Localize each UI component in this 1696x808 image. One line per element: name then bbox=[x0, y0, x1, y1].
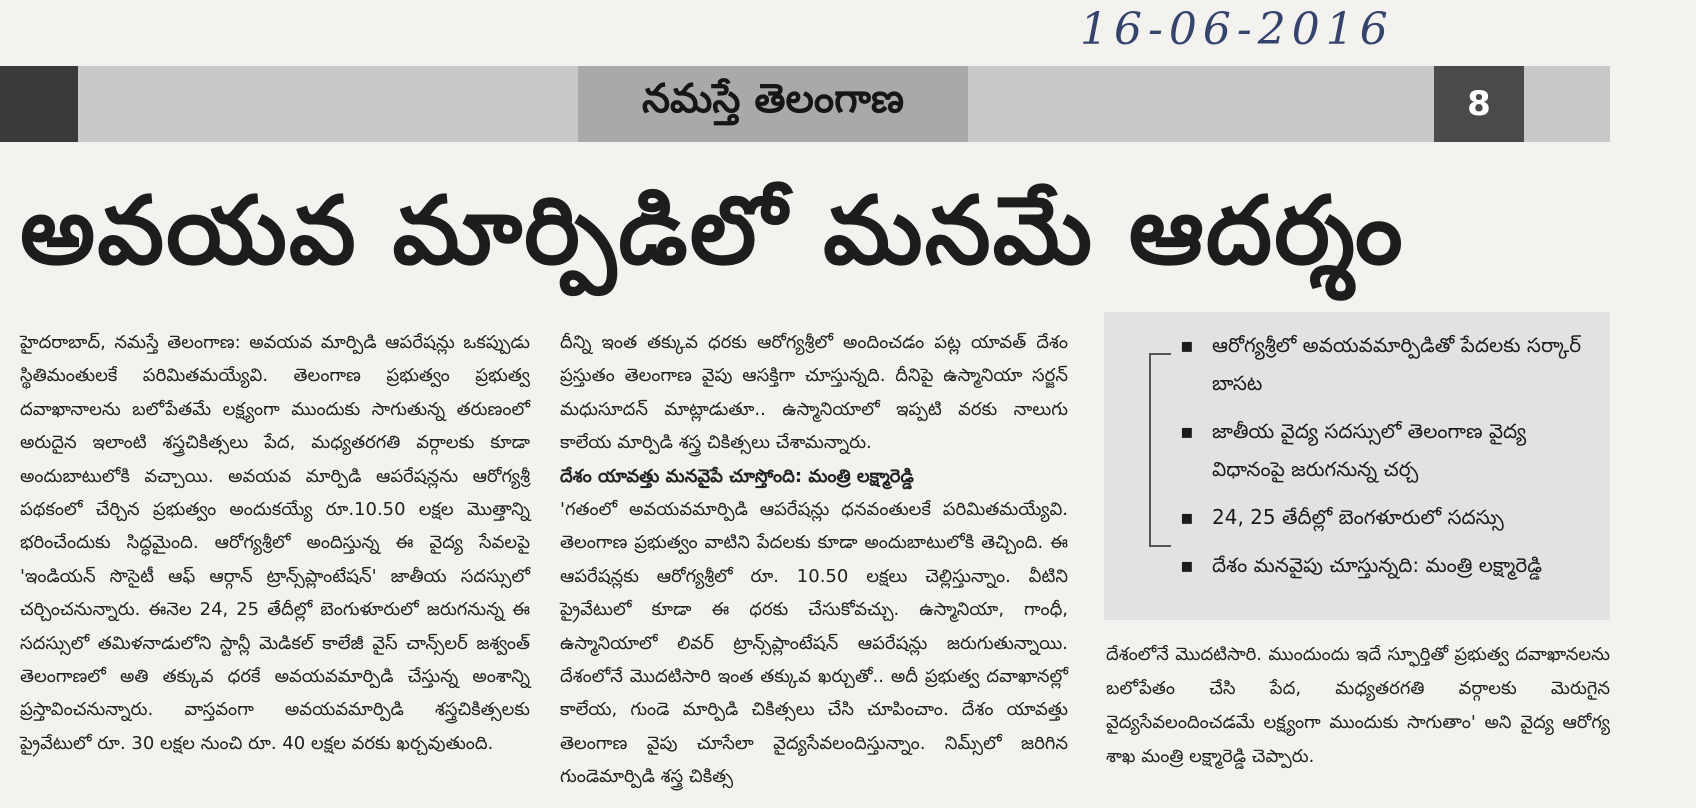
paper-name: నమస్తే తెలంగాణ bbox=[578, 66, 968, 142]
article-headline: అవయవ మార్పిడిలో మనమే ఆదర్శం bbox=[20, 177, 1405, 286]
highlight-text: ఆరోగ్యశ్రీలో అవయవమార్పిడితో పేదలకు సర్కార్ బాసట bbox=[1212, 333, 1582, 395]
column-2-paragraph-2: 'గతంలో అవయవమార్పిడి ఆపరేషన్లు ధనవంతులకే పరిమితమయ్యేవి. తెలంగాణ ప్రభుత్వం వాటిని పేదలకు కూడా అందుబాటులోకి తెచ్చింది. ఈ ఆపరేషన్లకు ఆరోగ్యశ్రీలో రూ. 10.50 లక్షలు చెల్లిస్తున్నాం. వీటిని ప్రైవేటులో కూడా ఈ ధరకు చేసుకోవచ్చు. ఉస్మానియా, గాంధీ, ఉస్మానియాలో లివర్ ట్రాన్స్‌ప్లాంటేషన్ ఆపరేషన్లు జరుగుతున్నాయి. దేశంలోనే మొదటిసారి ఇంత తక్కువ ఖర్చుతో.. అదీ ప్రభుత్వ దవాఖానల్లో కాలేయ, గుండె మార్పిడి చికిత్సలు చేసి చూపించాం. దేశం యావత్తు తెలంగాణ వైపు చూసేలా వైద్యసేవలందిస్తున్నాం. నిమ్స్‌లో జరిగిన గుండెమార్పిడి శస్త్ర చికిత్స bbox=[560, 499, 1068, 788]
highlight-text: దేశం మనవైపు చూస్తున్నది: మంత్రి లక్ష్మారెడ్డి bbox=[1212, 553, 1543, 577]
article-column-2 bbox=[560, 326, 1068, 794]
highlight-item bbox=[1180, 326, 1600, 402]
highlight-item bbox=[1180, 546, 1600, 584]
handwritten-date: 16-06-2016 bbox=[1080, 4, 1394, 55]
article-column-1 bbox=[20, 326, 530, 760]
square-bullet-icon: ▪ bbox=[1180, 333, 1194, 357]
article-column-3 bbox=[1106, 638, 1610, 774]
column-1-text: హైదరాబాద్, నమస్తే తెలంగాణ: అవయవ మార్పిడి ఆపరేషన్లు ఒకప్పుడు స్థితిమంతులకే పరిమితమయ్యేవి. తెలంగాణ ప్రభుత్వం ప్రభుత్వ దవాఖానాలను బలోపేతమే లక్ష్యంగా ముందుకు సాగుతున్న తరుణంలో అరుదైన ఇలాంటి శస్త్రచికిత్సలు పేద, మధ్యతరగతి వర్గాలకు కూడా అందుబాటులోకి వచ్చాయి. అవయవ మార్పిడి ఆపరేషన్లను ఆరోగ్యశ్రీ పథకంలో చేర్చిన ప్రభుత్వం అందుకయ్యే రూ.10.50 లక్షల మొత్తాన్ని భరించేందుకు సిద్ధమైంది. ఆరోగ్యశ్రీలో అందిస్తున్న ఈ వైద్య సేవలపై 'ఇండియన్ సొసైటీ ఆఫ్ ఆర్గాన్ ట్రాన్స్‌ప్లాంటేషన్' జాతీయ సదస్సులో చర్చించనున్నారు. ఈనెల 24, 25 తేదీల్లో బెంగుళూరులో జరుగనున్న ఈ సదస్సులో తమిళనాడులోని స్టాన్లీ మెడికల్ కాలేజీ వైస్ చాన్స్‌లర్ జశ్వంత్ తెలంగాణలో అతి తక్కువ ధరకే అవయవమార్పిడి చేస్తున్న అంశాన్ని ప్రస్తావించనున్నారు. వాస్తవంగా అవయవమార్పిడి శస్త్రచికిత్సలకు ప్రైవేటులో రూ. 30 లక్షల నుంచి రూ. 40 లక్షల వరకు ఖర్చవుతుంది. bbox=[20, 332, 530, 754]
highlight-text: జాతీయ వైద్య సదస్సులో తెలంగాణ వైద్య విధానంపై జరుగనున్న చర్చ bbox=[1212, 419, 1527, 481]
highlights-list bbox=[1180, 326, 1600, 594]
highlights-bracket-line bbox=[1149, 353, 1171, 547]
page-number: 8 bbox=[1467, 84, 1491, 124]
square-bullet-icon: ▪ bbox=[1180, 505, 1194, 529]
highlight-item bbox=[1180, 498, 1600, 536]
square-bullet-icon: ▪ bbox=[1180, 419, 1194, 443]
column-3-text: దేశంలోనే మొదటిసారి. ముందుందు ఇదే స్ఫూర్తితో ప్రభుత్వ దవాఖానలను బలోపేతం చేసి పేద, మధ్యతరగతి వర్గాలకు మెరుగైన వైద్యసేవలందించడమే లక్ష్యంగా ముందుకు సాగుతాం' అని వైద్య ఆరోగ్య శాఖ మంత్రి లక్ష్మారెడ్డి చెప్పారు. bbox=[1106, 644, 1610, 767]
highlight-item bbox=[1180, 412, 1600, 488]
highlight-text: 24, 25 తేదీల్లో బెంగళూరులో సదస్సు bbox=[1212, 505, 1504, 529]
masthead-left-block bbox=[0, 66, 78, 142]
column-2-subheading: దేశం యావత్తు మనవైపే చూస్తోంది: మంత్రి లక్ష్మారెడ్డి bbox=[560, 465, 914, 487]
square-bullet-icon: ▪ bbox=[1180, 553, 1194, 577]
column-2-paragraph-1: దీన్ని ఇంత తక్కువ ధరకు ఆరోగ్యశ్రీలో అందించడం పట్ల యావత్ దేశం ప్రస్తుతం తెలంగాణ వైపు ఆసక్తిగా చూస్తున్నది. దీనిపై ఉస్మానియా సర్జన్ మధుసూదన్ మాట్లాడుతూ.. ఉస్మానియాలో ఇప్పటి వరకు నాలుగు కాలేయ మార్పిడి శస్త్ర చికిత్సలు చేశామన్నారు. bbox=[560, 332, 1068, 454]
